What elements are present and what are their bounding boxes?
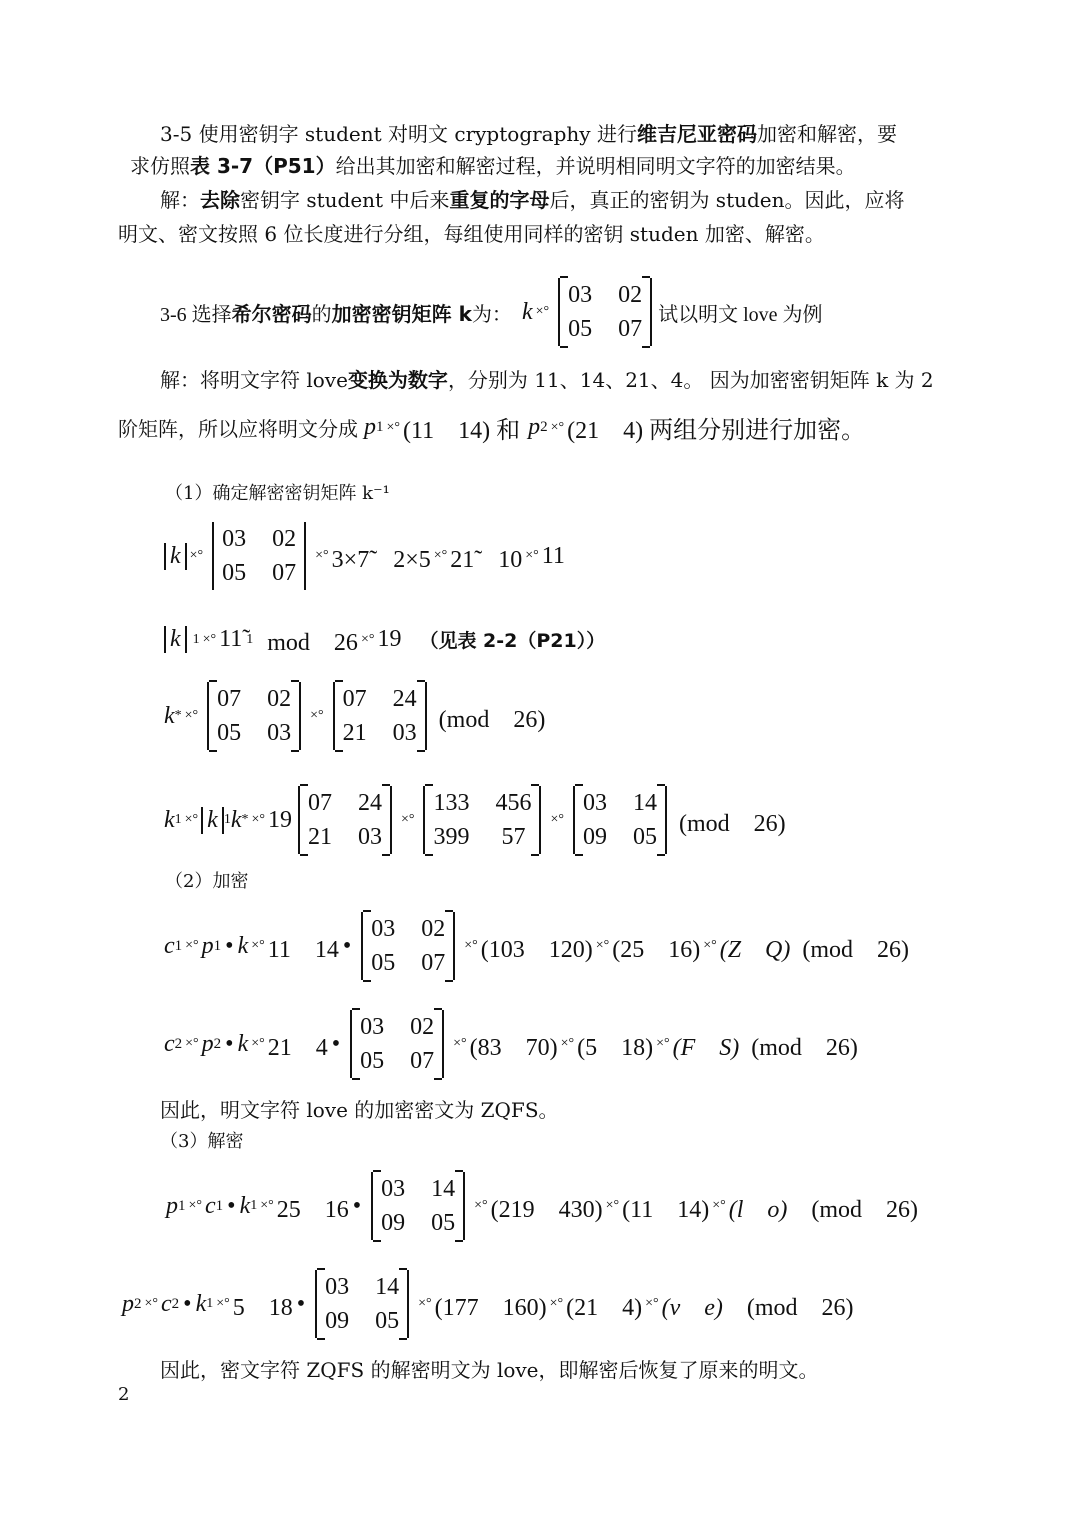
equals-mark: ×° [251,938,265,953]
subscript: 2 [134,1295,142,1312]
matrix-cell: 07 [342,686,367,712]
step2-heading [165,868,248,896]
text: (21 4) [566,1294,643,1321]
matrix-cell: 21 [307,824,332,850]
subscript: 1 [215,1197,224,1214]
matrix-cell: 03 [267,720,292,746]
matrix-cell: 05 [222,560,247,586]
text: (l o) [728,1196,788,1223]
equals-mark: ×° [315,548,329,563]
page-number: 2 [118,1384,130,1405]
superscript: 1 [223,812,231,827]
equals-mark: ×° [433,548,448,563]
var-k: k [164,543,187,570]
text: (mod 26) [438,706,546,733]
matrix-cell: 21 [342,720,367,746]
text: (11 14) [622,1196,710,1223]
text: (mod 26) [811,1196,919,1223]
matrix-cell: 09 [582,824,607,850]
subscript: 1 [174,937,183,954]
equals-mark: ×° [386,419,400,435]
dot-operator: • [225,932,234,959]
matrix-cell: 05 [360,1048,385,1074]
equals-mark: ×° [260,1198,274,1213]
equals-mark: ×° [144,1296,158,1311]
text: (mod 26) [751,1034,858,1061]
matrix-cell: 14 [375,1274,400,1300]
superscript: 1 [192,631,200,647]
adjugate-eq [164,682,545,750]
equals-mark: ×° [645,1296,659,1311]
matrix-cell: 03 [381,1176,406,1202]
equals-mark: ×° [550,419,565,435]
superscript: 1 [174,812,182,827]
var-k: k [237,932,249,959]
text: 因此，密文字符 ZQFS 的解密明文为 love，即解密后恢复了原来的明文。 [160,1358,819,1382]
text: 解： [160,188,200,212]
equals-mark: ×° [464,938,478,953]
dot-operator: • [342,932,352,959]
var-c: c [164,1030,175,1057]
dot-operator: • [296,1290,306,1317]
matrix-cell: 03 [357,824,382,850]
equals-mark: ×° [474,1198,488,1213]
subscript: 2 [213,1035,222,1052]
dot-operator: • [225,1030,234,1057]
var-k: k [201,807,224,834]
equals-mark: ×° [453,1036,467,1051]
superscript: * [174,708,182,723]
matrix-cell: 03 [371,916,396,942]
equals-mark: ×° [605,1198,620,1213]
matrix-cell: 03 [582,790,607,816]
matrix-cell: 03 [568,282,593,308]
equals-mark: ×° [560,1036,575,1051]
equals-mark: ×° [202,631,217,647]
matrix-cell: 07 [618,316,643,342]
text: 11̃ [219,626,243,652]
kstar-matrix [298,786,392,854]
equals-mark: ×° [418,1296,432,1311]
superscript: * [241,812,249,827]
text: ，分别为 11、14、21、4。 因为加密密钥矩阵 k 为 2 [447,368,934,392]
text: （2）加密 [165,871,249,892]
text: (177 160) [434,1294,547,1321]
equals-mark: ×° [188,1198,202,1213]
var-p: p [201,932,214,959]
text: (219 430) [490,1196,603,1223]
subscript: 1 [376,419,384,435]
dot-operator: • [331,1030,341,1057]
var-k: k [164,626,187,653]
text: 5 18 [232,1294,293,1321]
var-p: p [364,414,376,440]
equals-mark: ×° [185,938,199,953]
inverse-key-eq [164,786,786,854]
matrix-cell: 05 [371,950,396,976]
p35-line2 [130,152,856,180]
bold-term: （见表 2-2（P21）） [419,630,606,652]
superscript: 1 [246,631,254,647]
decrypt2-eq [122,1270,854,1338]
encrypt1-eq [164,912,909,980]
var-k: k [239,1192,251,1219]
key-matrix [361,912,455,980]
inverse-key-matrix [371,1172,465,1240]
var-c: c [205,1192,216,1219]
var-k: k [195,1290,207,1317]
matrix-cell: 02 [421,916,446,942]
matrix-cell: 05 [568,316,593,342]
s36-line1 [160,366,934,394]
inverse-key-matrix [315,1270,409,1338]
equals-mark: ×° [535,304,550,319]
text: (21 4) 两组分别进行加密。 [567,418,866,444]
matrix-cell: 07 [217,686,242,712]
matrix-cell: 02 [272,526,297,552]
matrix-cell: 09 [325,1308,350,1334]
matrix-cell: 05 [375,1308,400,1334]
text: 21̃ 10 [450,546,523,573]
determinant-eq [164,522,565,590]
subscript: 1 [178,1197,186,1214]
var-p: p [528,414,541,440]
matrix-cell: 05 [431,1210,456,1236]
matrix-cell: 24 [357,790,382,816]
equals-mark: ×° [184,708,199,723]
var-k: k [164,702,175,729]
equals-mark: ×° [656,1036,670,1051]
subscript: 2 [174,1035,183,1052]
bold-term: 表 3-7（P51） [190,154,336,178]
bold-term: 重复的字母 [449,188,550,212]
var-p: p [166,1192,178,1219]
var-p: p [122,1290,134,1317]
text: (mod 26) [746,1294,854,1321]
equals-mark: ×° [251,1036,265,1051]
matrix-cell: 57 [501,824,526,850]
text: 的 [311,303,332,326]
matrix-cell: 03 [360,1014,385,1040]
equals-mark: ×° [251,812,265,827]
equals-mark: ×° [189,548,204,563]
matrix-cell: 07 [307,790,332,816]
text: 3×7̃ 2×5 [331,546,431,573]
text: （1）确定解密密钥矩阵 k⁻¹ [165,483,390,504]
key-matrix [558,278,652,346]
matrix-cell: 399 [433,824,470,850]
matrix-cell: 14 [632,790,657,816]
matrix-cell: 24 [392,686,417,712]
text: 11 [541,542,565,569]
text: 加密和解密，要 [756,122,897,146]
text: (Z Q) [719,936,791,963]
superscript: 1 [250,1198,258,1213]
s36-line2 [118,410,865,445]
var-k: k [237,1030,249,1057]
text: (5 18) [577,1034,654,1061]
equals-mark: ×° [712,1198,726,1213]
text: (v e) [661,1294,723,1321]
var-k: k [521,298,533,325]
var-k: k [230,806,242,833]
equals-mark: ×° [184,812,199,827]
equals-mark: ×° [550,812,564,827]
equals-mark: ×° [525,548,539,563]
matrix-cell: 05 [217,720,242,746]
var-c: c [161,1290,172,1317]
text: 试以明文 love 为例 [658,303,823,326]
subscript: 2 [540,419,548,435]
step3-heading [160,1128,243,1156]
adjugate-matrix [207,682,301,750]
equals-mark: ×° [360,631,375,647]
text: 因此，明文字符 love 的加密密文为 ZQFS。 [160,1098,559,1122]
matrix-cell: 07 [410,1048,435,1074]
text: (83 70) [469,1034,558,1061]
encrypt2-eq [164,1010,858,1078]
matrix-cell: 02 [410,1014,435,1040]
var-c: c [164,932,175,959]
text: 为： [471,303,512,326]
adjugate-mod-matrix [333,682,427,750]
matrix-cell: 03 [325,1274,350,1300]
product-matrix [423,786,541,854]
equals-mark: ×° [549,1296,564,1311]
bold-term: 变换为数字 [347,368,448,392]
matrix-cell: 03 [222,526,247,552]
bold-term: 希尔密码 [231,301,312,326]
var-p: p [201,1030,214,1057]
text: mod 26 [267,630,358,656]
text: (F S) [672,1034,740,1061]
text: 19 [377,626,402,652]
superscript: 1 [206,1296,214,1311]
dot-operator: • [183,1290,192,1317]
matrix-cell: 02 [618,282,643,308]
text: 3-6 选择 [160,303,232,326]
matrix-cell: 05 [632,824,657,850]
matrix-cell: 03 [392,720,417,746]
text: (mod 26) [802,936,910,963]
bold-term: 去除 [200,188,240,212]
text: 密钥字 student 中后来 [240,188,450,212]
text: 解：将明文字符 love [160,368,348,392]
text: 求仿照 [130,154,190,178]
text: 19 [267,806,292,833]
text: 给出其加密和解密过程，并说明相同明文字符的加密结果。 [335,154,856,178]
dot-operator: • [227,1192,236,1219]
subscript: 1 [213,937,222,954]
det-inverse-eq [164,622,605,657]
var-k: k [164,806,175,833]
s35-line2 [118,220,825,248]
text: (mod 26) [678,810,786,837]
text: 11 14 [267,936,339,963]
text: (11 14) 和 [403,418,521,444]
matrix-cell: 02 [267,686,292,712]
text: (25 16) [612,936,701,963]
key-matrix [350,1010,444,1078]
matrix-cell: 07 [421,950,446,976]
text: 明文、密文按照 6 位长度进行分组，每组使用同样的密钥 studen 加密、解密。 [118,222,825,246]
equals-mark: ×° [185,1036,199,1051]
det-matrix [212,522,306,590]
decrypt1-eq [166,1172,918,1240]
text: （3）解密 [160,1131,244,1152]
equals-mark: ×° [595,938,610,953]
matrix-cell: 456 [495,790,532,816]
s35-line1 [160,186,905,214]
p36-line [160,278,823,346]
text: 阶矩阵，所以应将明文分成 [118,419,358,441]
equals-mark: ×° [400,812,415,827]
text: 21 4 [267,1034,328,1061]
p35-line1 [160,120,897,148]
matrix-cell: 14 [431,1176,456,1202]
matrix-cell: 07 [272,560,297,586]
dot-operator: • [352,1192,362,1219]
matrix-cell: 133 [433,790,470,816]
text: (103 120) [480,936,593,963]
text: 后，真正的密钥为 studen。因此，应将 [549,188,905,212]
subscript: 2 [171,1295,180,1312]
inverse-key-matrix [573,786,667,854]
equals-mark: ×° [310,708,324,723]
encrypt-result [160,1096,559,1124]
equals-mark: ×° [216,1296,230,1311]
bold-term: 维吉尼亚密码 [636,122,757,146]
step1-heading [165,480,390,508]
decrypt-result [160,1356,819,1384]
equals-mark: ×° [703,938,717,953]
text: 25 16 [276,1196,349,1223]
matrix-cell: 09 [381,1210,406,1236]
bold-term: 加密密钥矩阵 k [331,301,472,326]
text: 3-5 使用密钥字 student 对明文 cryptography 进行 [160,122,637,146]
